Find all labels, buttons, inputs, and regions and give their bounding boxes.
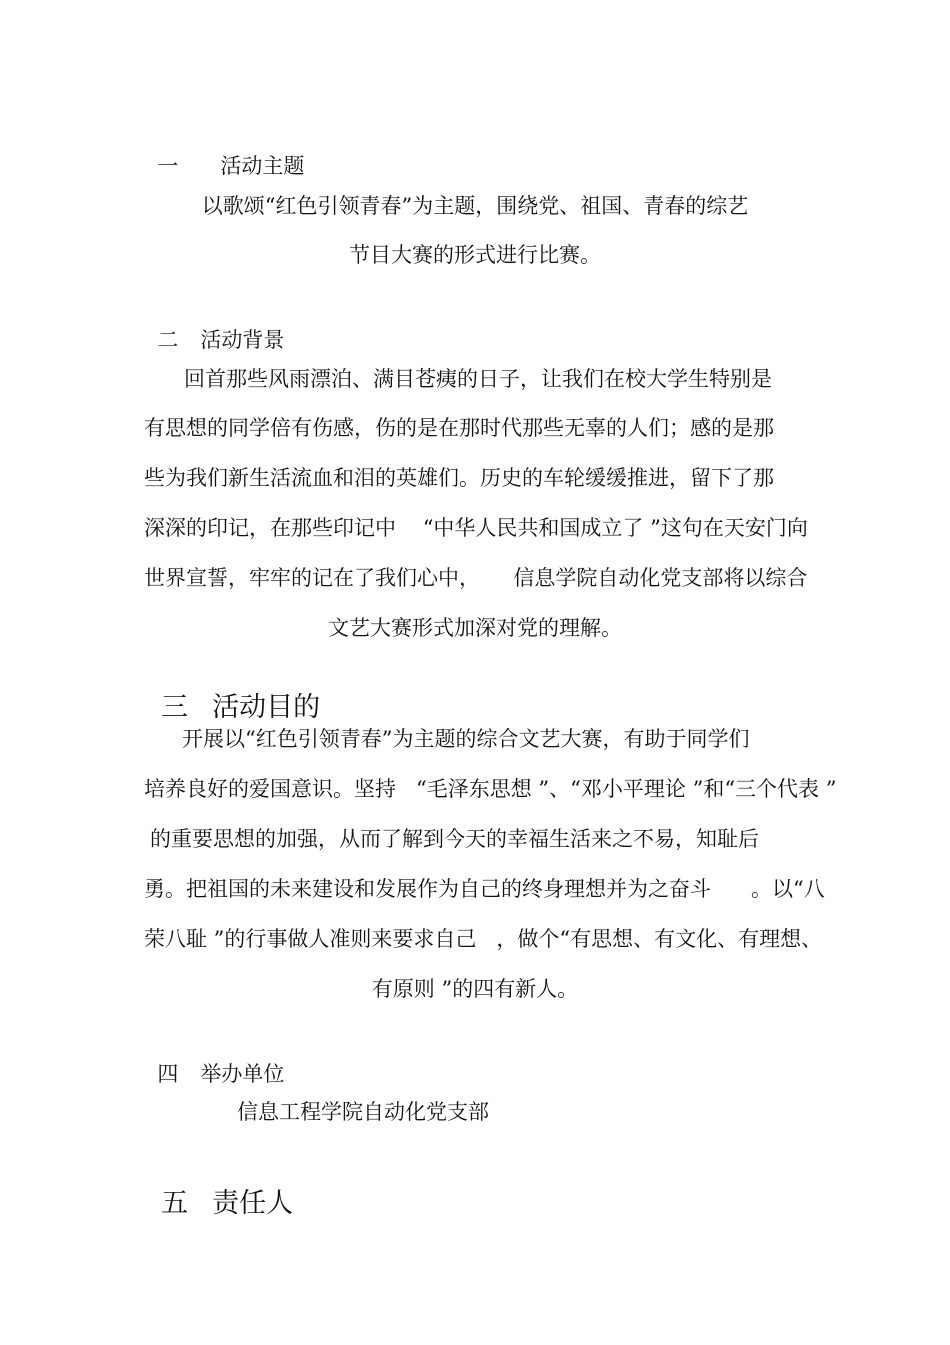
section-2-number: 二: [157, 328, 179, 352]
section-2-line-6: 文艺大赛形式加深对党的理解。: [328, 616, 622, 640]
section-1-heading: [144, 130, 304, 178]
section-2-line-4: 深深的印记，在那些印记中 “中华人民共和国成立了 ”这句在天安门向: [144, 516, 808, 540]
section-1-number: 一: [157, 154, 179, 178]
section-2-line-5: 世界宣誓，牢牢的记在了我们心中， 信息学院自动化党支部将以综合: [144, 566, 808, 590]
section-2-line-3: 些为我们新生活流血和泪的英雄们。历史的车轮缓缓推进，留下了那: [144, 466, 774, 490]
section-3-line-4: 勇。把祖国的未来建设和发展作为自己的终身理想并为之奋斗 。以“八: [144, 877, 825, 901]
section-2-heading: [144, 304, 284, 352]
section-3-line-3: 的重要思想的加强，从而了解到今天的幸福生活来之不易，知耻后: [150, 827, 759, 851]
section-5-heading: [144, 1159, 293, 1219]
section-3-line-6: 有原则 ”的四有新人。: [371, 977, 579, 1001]
section-4-heading: [144, 1038, 284, 1086]
section-4-number: 四: [157, 1062, 179, 1086]
section-1-line-1: 以歌颂“红色引领青春”为主题，围绕党、祖国、青春的综艺: [201, 194, 749, 218]
section-2-title: 活动背景: [200, 328, 285, 352]
section-2-line-2: 有思想的同学倍有伤感，伤的是在那时代那些无辜的人们；感的是那: [144, 416, 774, 440]
section-3-line-2: 培养良好的爱国意识。坚持 “毛泽东思想 ”、“邓小平理论 ”和“三个代表 ”: [144, 777, 837, 801]
section-4-line-1: 信息工程学院自动化党支部: [237, 1100, 489, 1124]
section-2-line-1: 回首那些风雨漂泊、满目苍痍的日子，让我们在校大学生特别是: [184, 367, 772, 391]
section-1-title: 活动主题: [220, 154, 305, 178]
section-5-number: 五: [161, 1188, 189, 1219]
section-5-title: 责任人: [212, 1188, 294, 1219]
section-3-heading: [144, 663, 320, 723]
section-3-line-1: 开展以“红色引领青春”为主题的综合文艺大赛，有助于同学们: [182, 727, 750, 751]
section-3-line-5: 荣八耻 ”的行事做人准则来要求自己 ，做个“有思想、有文化、有理想、: [144, 927, 823, 951]
section-4-title: 举办单位: [200, 1062, 285, 1086]
section-3-title: 活动目的: [212, 692, 321, 723]
section-1-line-2: 节目大赛的形式进行比赛。: [349, 243, 601, 267]
section-3-number: 三: [161, 692, 189, 723]
